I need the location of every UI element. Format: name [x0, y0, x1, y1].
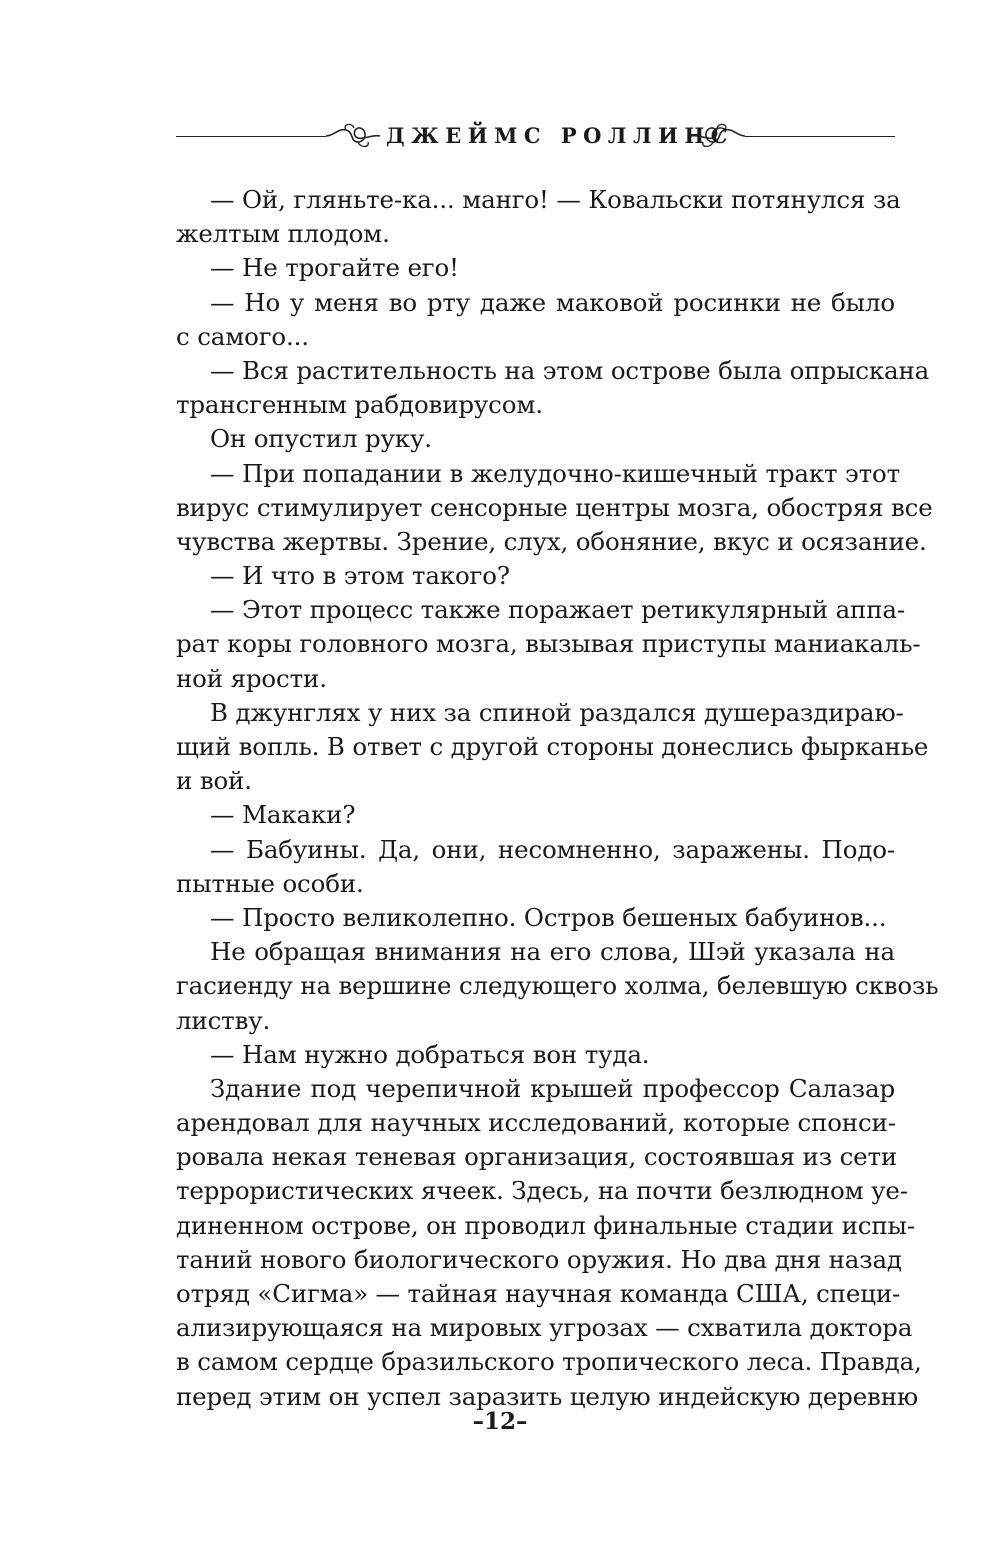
text-line: В джунглях у них за спиной раздался душераздираю- — [210, 697, 904, 727]
text-line: — Не трогайте его! — [210, 253, 459, 283]
text-line: чувства жертвы. Зрение, слух, обоняние, вкус и осязание. — [176, 526, 927, 556]
text-line: диненном острове, он проводил финальные стадии испы- — [176, 1210, 915, 1240]
text-line: в самом сердце бразильского тропического леса. Правда, — [176, 1347, 922, 1377]
header-rule-left — [176, 136, 326, 137]
text-line: ализирующаяся на мировых угрозах — схватила доктора — [176, 1313, 913, 1343]
text-line: щий вопль. В ответ с другой стороны донеслись фырканье — [176, 732, 929, 761]
text-line: рат коры головного мозга, вызывая приступы маниакаль- — [176, 629, 921, 659]
text-line: — Вся растительность на этом острове была опрыскана — [210, 355, 930, 385]
flourish-ornament-left-icon — [324, 122, 382, 150]
text-line: — Нам нужно добраться вон туда. — [210, 1039, 650, 1069]
text-line: террористических ячеек. Здесь, на почти безлюдном уе- — [176, 1176, 908, 1206]
text-line: желтым плодом. — [176, 219, 390, 249]
text-line: ной ярости. — [176, 663, 327, 693]
text-line: — Но у меня во рту даже маковой росинки не было — [210, 287, 895, 317]
text-line: таний нового биологического оружия. Но два дня назад — [176, 1244, 902, 1274]
text-line: — И что в этом такого? — [210, 561, 510, 591]
text-line: ровала некая теневая организация, состоявшая из сети — [176, 1142, 898, 1172]
text-line: — Бабуины. Да, они, несомненно, заражены. Подо- — [210, 834, 895, 864]
text-line: — Макаки? — [210, 800, 356, 830]
text-line: гасиенду на вершине следующего холма, белевшую сквозь — [176, 971, 939, 1001]
text-line: с самого... — [176, 321, 309, 351]
text-line: Он опустил руку. — [210, 424, 432, 454]
text-line: вирус стимулирует сенсорные центры мозга, обостряя все — [176, 492, 933, 522]
body-text — [176, 183, 939, 1414]
page-number: –12– — [472, 1408, 528, 1435]
text-line: Здание под черепичной крышей профессор Салазар — [210, 1073, 895, 1103]
running-head — [176, 118, 895, 154]
text-line: трансгенным рабдовирусом. — [176, 390, 543, 420]
text-line: листву. — [176, 1005, 271, 1035]
text-line: Не обращая внимания на его слова, Шэй указала на — [210, 937, 895, 967]
text-line: — Просто великолепно. Остров бешеных бабуинов... — [210, 902, 887, 932]
text-line: — При попадании в желудочно-кишечный тракт этот — [210, 458, 901, 488]
text-line: арендовал для научных исследований, которые спонси- — [176, 1108, 896, 1138]
running-head-title: ДЖЕЙМС РОЛЛИНС — [386, 123, 734, 148]
text-line: — Ой, гляньте-ка... манго! — Ковальски потянулся за — [210, 185, 901, 214]
flourish-ornament-right-icon — [689, 122, 747, 150]
text-line: — Этот процесс также поражает ретикулярный аппа- — [210, 595, 905, 625]
header-rule-right — [745, 136, 895, 137]
text-line: и вой. — [176, 766, 252, 796]
text-line: перед этим он успел заразить целую индейскую деревню — [176, 1381, 919, 1411]
text-line: пытные особи. — [176, 868, 364, 898]
text-line: отряд «Сигма» — тайная научная команда США, специ- — [176, 1279, 901, 1308]
